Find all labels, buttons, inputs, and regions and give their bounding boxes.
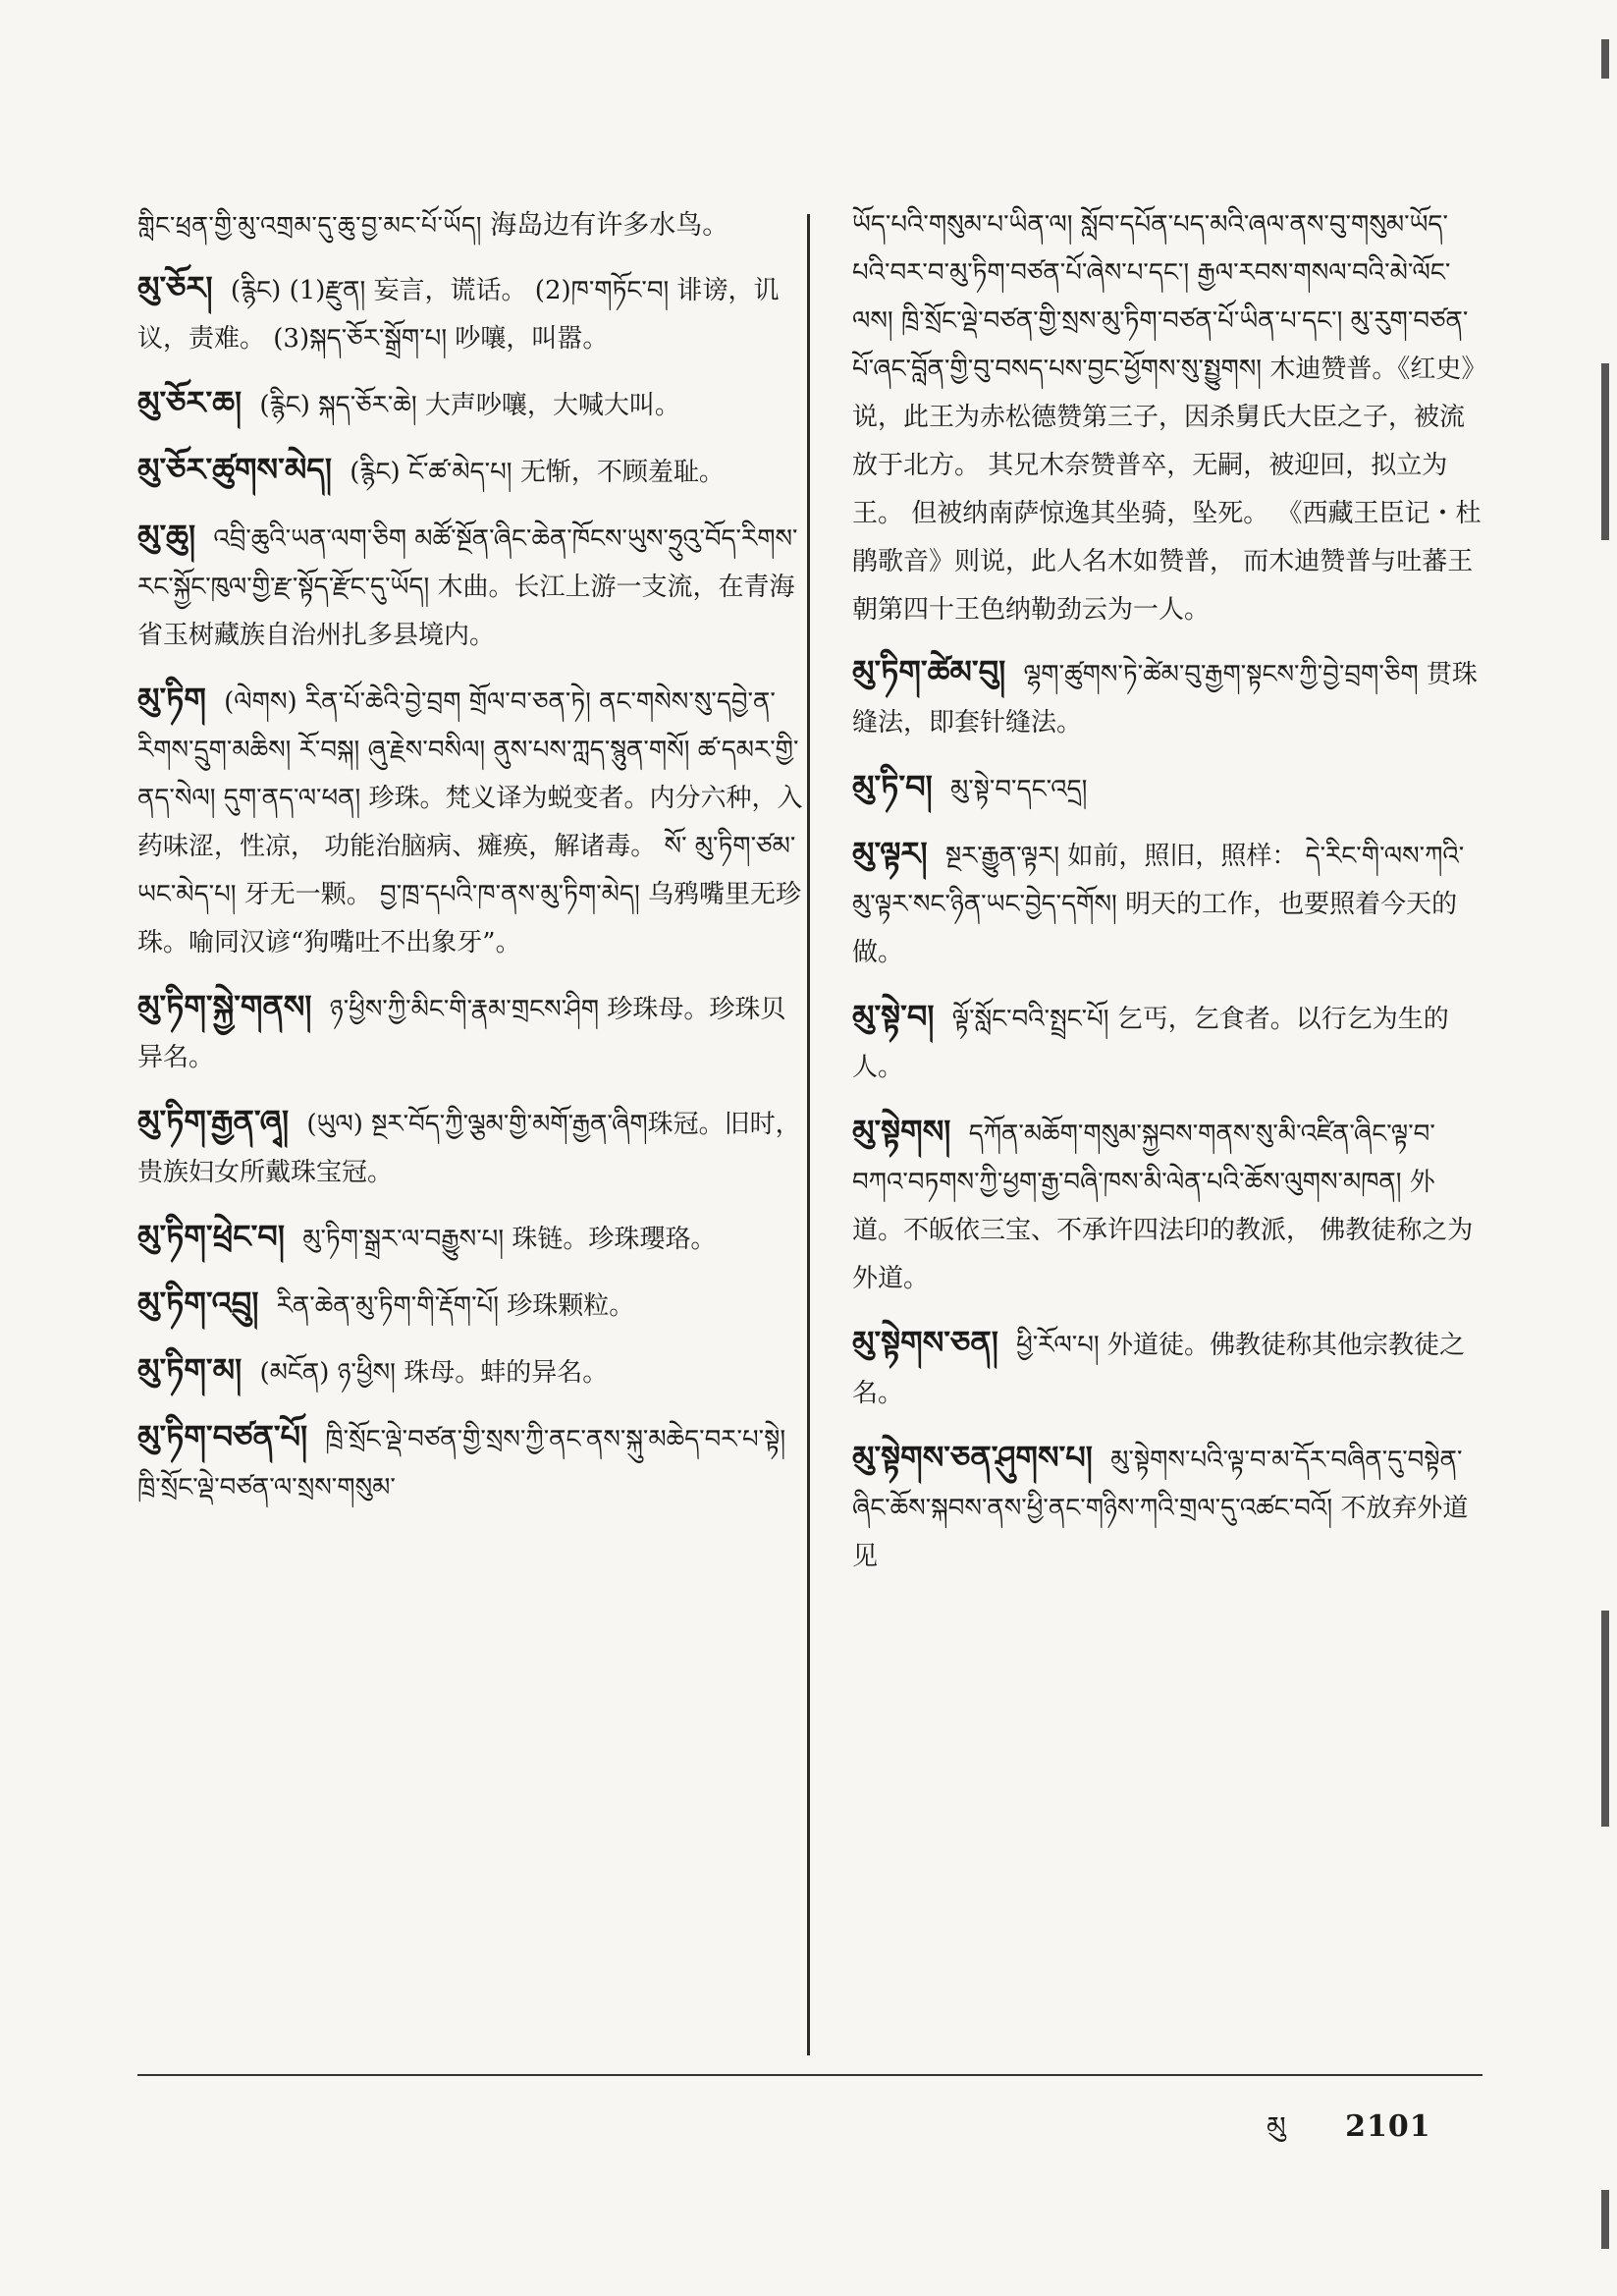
entry-headword: མུ་སྟེགས་ཅན། [852, 1324, 998, 1361]
bottom-rule [137, 2074, 1482, 2076]
entry-definition: (རྙིང) (1)རྫུན། 妄言，谎话。 (2)ཁ་གཏོང་བ། 诽谤，讥议，责难。 (3)སྐད་ཅོར་སྒྲོག་པ། 吵嚷，叫嚣。 [137, 276, 780, 354]
continuation-chinese: 海岛边有许多水鸟。 [490, 210, 729, 241]
entry-mu-tig-bru [137, 1280, 805, 1331]
running-syllable: མུ [1267, 2110, 1287, 2143]
entry-mu-cor [137, 264, 805, 363]
entry-mu-ti-ba [852, 763, 1482, 814]
column-divider [807, 214, 810, 2055]
edge-mark [1601, 39, 1609, 79]
entry-mu-stegs-can [852, 1319, 1482, 1418]
entry-definition: ལྷག་ཚུགས་ཏེ་ཚེམ་བུ་རྒྱག་སྟངས་ཀྱི་བྱེ་བྲག་ཅིག 贯珠缝法，即套针缝法。 [852, 660, 1478, 738]
entry-headword: མུ་ཏིག་འབྲུ། [137, 1285, 259, 1322]
entry-definition: (རྙིང) ངོ་ཚ་མེད་པ། 无惭，不顾羞耻。 [350, 458, 725, 487]
entry-definition: (ཡུལ) སྔར་བོད་ཀྱི་ལྕམ་གྱི་མགོ་རྒྱན་ཞིག珠冠。旧时，贵族妇女所戴珠宝冠。 [137, 1110, 801, 1187]
entry-definition: (རྙིང) སྐད་ཅོར་ཆེ། 大声吵嚷，大喊大叫。 [259, 391, 680, 420]
entry-mu-tig-tshem-bu [852, 648, 1482, 747]
entry-headword: མུ་ཏིག་མ། [137, 1351, 243, 1389]
entry-headword: མུ་ཏིག་རྒྱན་ཞྭ། [137, 1103, 290, 1140]
entry-headword: མུ་ཆུ། [137, 518, 196, 555]
edge-mark [1601, 1611, 1609, 1827]
left-column [137, 201, 805, 1528]
entry-mu-tig [137, 676, 805, 967]
entry-headword: མུ་ལྟར། [852, 835, 928, 872]
entry-definition: ཕྱི་རོལ་པ། 外道徒。佛教徒称其他宗教徒之名。 [852, 1331, 1465, 1408]
edge-mark [1601, 363, 1609, 540]
entry-mu-tig-phreng-ba [137, 1213, 805, 1264]
page-number: 2101 [1345, 2109, 1431, 2144]
entry-headword: མུ་ཏིག་ཕྲེང་བ། [137, 1218, 285, 1255]
entry-definition: མུ་སྟེགས་པའི་ལྟ་བ་མ་དོར་བཞིན་དུ་བསྟེན་ཞིང་ཆོས་སྐབས་ནས་ཕྱི་ནང་གཉིས་ཀའི་གྲལ་དུ་འཚང་བའོ། 不放弃外道见 [852, 1446, 1469, 1571]
continuation-tibetan: གླིང་ཕྲན་གྱི་མུ་འགྲམ་དུ་ཆུ་བྱ་མང་པོ་ཡོད། [137, 211, 482, 240]
entry-headword: མུ་སྟེགས་ཅན་ཤུགས་པ། [852, 1439, 1093, 1476]
entry-headword: མུ་ཅོར། [137, 269, 213, 306]
entry-definition: ཁྲི་སྲོང་ལྡེ་བཙན་གྱི་སྲས་ཀྱི་ནང་ནས་སྐུ་མཆེད་བར་པ་སྟེ། ཁྲི་སྲོང་ལྡེ་བཙན་ལ་སྲས་གསུམ་ [137, 1425, 786, 1503]
entry-headword: མུ་ཅོར་ཆ། [137, 384, 243, 421]
entry-headword: མུ་ཏིག་བཙན་པོ། [137, 1418, 308, 1455]
entry-definition: ཉ་ཕྱིས་ཀྱི་མིང་གི་རྣམ་གྲངས་ཤིག 珍珠母。珍珠贝异名。 [137, 995, 786, 1072]
page-footer [1267, 2096, 1431, 2173]
edge-mark [1601, 2190, 1609, 2249]
right-continuation [852, 201, 1482, 634]
right-column [852, 201, 1482, 1597]
scan-edge-marks [1597, 39, 1609, 2259]
entry-mu-tig-ma [137, 1346, 805, 1397]
entry-mu-ste-ba [852, 993, 1482, 1092]
entry-definition: སྔར་རྒྱུན་ལྟར། 如前，照旧，照样： དེ་རིང་གི་ལས་ཀའི་མུ་ལྟར་སང་ཉིན་ཡང་བྱེད་དགོས། 明天的工作，也要照着今天的做。 [852, 842, 1465, 967]
entry-headword: མུ་ཏིག [137, 681, 206, 718]
entry-definition: མུ་ཏིག་སྒྲར་ལ་བརྒྱུས་པ། 珠链。珍珠瓔珞。 [302, 1225, 717, 1254]
entry-mu-tig-skye-gnas [137, 983, 805, 1082]
entry-definition: འབྲི་ཆུའི་ཡན་ལག་ཅིག མཚོ་སྔོན་ཞིང་ཆེན་ཁོངས་ཡུས་ཧྲུའུ་བོད་རིགས་རང་སྐྱོང་ཁུལ་གྱི་རྫ་སྟོད་རྫོང་དུ་ཡོད། 木曲。长江上游一支流，在青海省玉树藏族自治州扎多县境内。 [137, 524, 798, 650]
entry-definition: (མངོན) ཉ་ཕྱིས། 珠母。蚌的异名。 [259, 1358, 609, 1388]
entry-headword: མུ་ཏི་བ། [852, 768, 933, 805]
entry-definition: དཀོན་མཆོག་གསུམ་སྐྱབས་གནས་སུ་མི་འཛིན་ཞིང་ལྟ་བ་བཀའ་བཏགས་ཀྱི་ཕྱག་རྒྱ་བཞི་ཁས་མི་ལེན་པའི་ཆོས་ལུགས་མཁན། 外道。不皈依三宝、不承许四法印的教派， 佛教徒称之为外道。 [852, 1120, 1474, 1293]
entry-mu-stegs [852, 1108, 1482, 1303]
entry-mu-chu [137, 513, 805, 660]
entry-mu-cor-tshugs-med [137, 446, 805, 497]
entry-definition: ལྟོ་སློང་བའི་སྤྲང་པོ། 乞丐，乞食者。以行乞为生的人。 [852, 1005, 1449, 1082]
entry-mu-ltar [852, 830, 1482, 977]
entry-headword: མུ་སྟེ་བ། [852, 998, 935, 1035]
left-entries [137, 264, 805, 1512]
entry-headword: མུ་ཅོར་ཚུགས་མེད། [137, 451, 332, 488]
entry-definition: (ལེགས) རིན་པོ་ཆེའི་བྱེ་བྲག གྲོལ་བ་ཅན་ཏེ། ནང་གསེས་སུ་དབྱེ་ན་རིགས་དྲུག་མཆིས། རོ་བསྐ། ཞུ་རྗེས་བསིལ། ནུས་པས་ཀླད་སྙུན་གསོ། ཚ་དམར་གྱི་ནད་སེལ། དུག་ནད་ལ་ཕན། 珍珠。梵义译为蜕变者。内分六种，入药味涩，性凉， 功能治脑病、瘫痪，解诸毒。 སོ་ མུ་ཏིག་ཙམ་ཡང་མེད་པ། 牙无一颗。 བྱ་ཁྲ་དཔའི་ཁ་ནས་མུ་ཏིག་མེད། 乌鸦嘴里无珍珠。喻同汉谚“狗嘴吐不出象牙”。 [137, 687, 803, 957]
entry-headword: མུ་ཏིག་ཚེམ་བུ། [852, 653, 1006, 690]
entry-mu-tig-rgyan-zhwa [137, 1098, 805, 1197]
entry-headword: མུ་ཏིག་སྐྱེ་གནས། [137, 988, 312, 1025]
entry-mu-stegs-can-shugs-pa [852, 1434, 1482, 1581]
entry-mu-tig-btsan-po [137, 1413, 805, 1512]
left-continuation [137, 201, 805, 250]
continuation-text: ཡོད་པའི་གསུམ་པ་ཡིན་ལ། སློབ་དཔོན་པད་མའི་ཞལ་ནས་བུ་གསུམ་ཡོད་པའི་བར་བ་མུ་ཏིག་བཙན་པོ་ཞེས་པ་དང་། རྒྱལ་རབས་གསལ་བའི་མེ་ལོང་ལས། ཁྲི་སྲོང་ལྡེ་བཙན་གྱི་སྲས་མུ་ཏིག་བཙན་པོ་ཡིན་པ་དང་། མུ་རུག་བཙན་པོ་ཞང་བློན་གྱི་བུ་བསད་པས་བྱང་ཕྱོགས་སུ་སྤྱུགས། 木迪赞普。《红史》说，此王为赤松德赞第三子，因杀舅氏大臣之子，被流放于北方。 其兄木奈赞普卒，无嗣，被迎回，拟立为王。 但被纳南萨惊逸其坐骑，坠死。 《西藏王臣记・杜鹃歌音》则说，此人名木如赞普， 而木迪赞普与吐蕃王朝第四十王色纳勒劲云为一人。 [852, 210, 1482, 625]
right-entries [852, 648, 1482, 1581]
entry-mu-cor-cha [137, 379, 805, 430]
entry-definition: རིན་ཆེན་མུ་ཏིག་གི་རྡོག་པོ། 珍珠颗粒。 [276, 1291, 635, 1321]
entry-definition: མུ་སྟེ་བ་དང་འདྲ། [949, 775, 1088, 804]
entry-headword: མུ་སྟེགས། [852, 1113, 951, 1150]
